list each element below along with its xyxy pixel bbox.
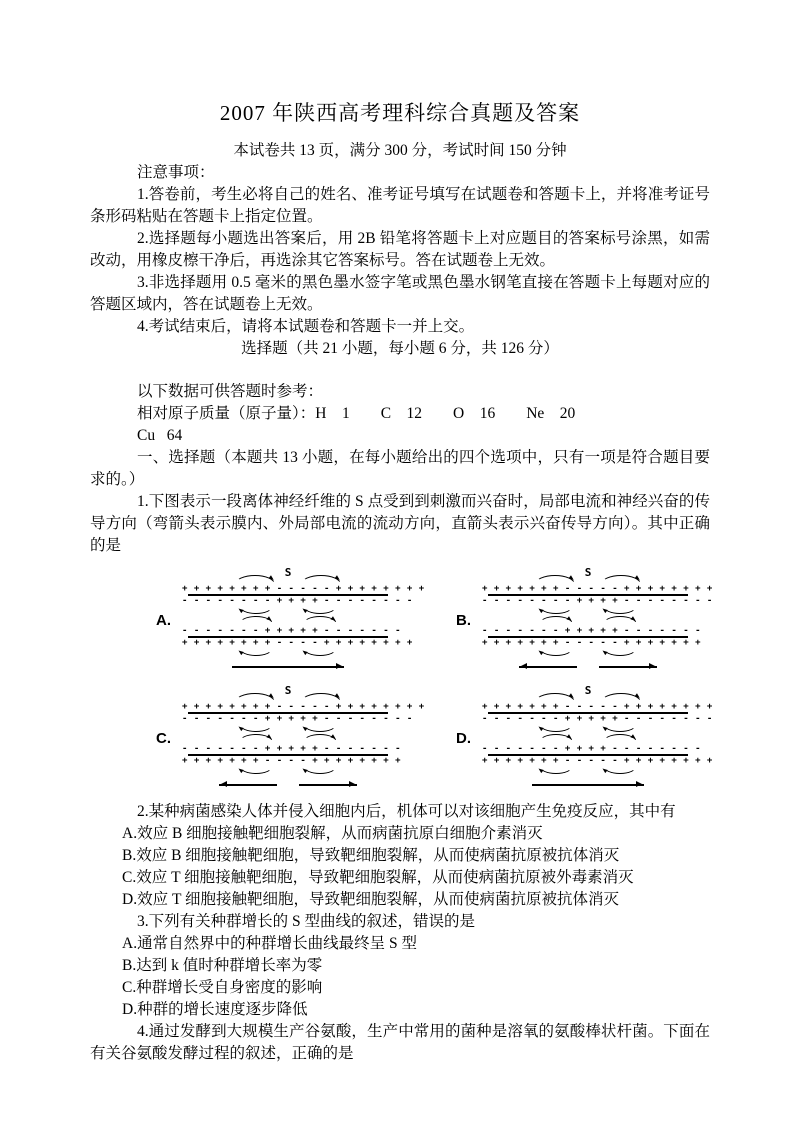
right-conduction-arrow-icon bbox=[599, 666, 657, 668]
outer-current-arcs bbox=[482, 766, 694, 776]
stimulus-point-row bbox=[482, 684, 694, 702]
local-current-arc-icon bbox=[239, 606, 273, 614]
exam-subtitle: 本试卷共 13 页，满分 300 分，考试时间 150 分钟 bbox=[233, 142, 567, 160]
local-current-arc-icon bbox=[535, 693, 575, 702]
left-conduction-arrow-icon bbox=[519, 666, 577, 668]
local-current-arc-icon bbox=[539, 616, 573, 624]
local-current-arc-icon bbox=[239, 734, 273, 742]
local-current-arc-icon bbox=[539, 766, 573, 774]
option-label: C. bbox=[156, 730, 171, 748]
charge-row-outer-top: + + + + + + + - - - - - + + + + + + + + bbox=[482, 702, 713, 713]
local-current-arc-icon bbox=[303, 734, 337, 742]
option-label: B. bbox=[456, 612, 471, 630]
left-conduction-arrow-icon bbox=[219, 784, 277, 786]
question-2-stem: 2.某种病菌感染人体并侵入细胞内后，机体可以对该细胞产生免疫反应，其中有 bbox=[137, 803, 676, 821]
charge-row-outer-top: + + + + + + + - - - - - + + + + + + + + bbox=[482, 584, 713, 595]
stimulus-point-row bbox=[482, 566, 694, 584]
charge-row-inner-bottom: - - - - - - - + + + + + - - - - - - - bbox=[482, 626, 701, 637]
local-current-arc-icon bbox=[603, 724, 637, 732]
outer-current-arcs bbox=[182, 766, 394, 776]
q2-option-a: A.效应 B 细胞接触靶细胞裂解，从而病菌抗原白细胞介素消灭 bbox=[122, 825, 543, 843]
notice-item-3: 3.非选择题用 0.5 毫米的黑色墨水签字笔或黑色墨水钢笔直接在答题卡上每题对应的答题区域内，答在试题卷上无效。 bbox=[90, 274, 710, 314]
section-header: 选择题（共 21 小题，每小题 6 分，共 126 分） bbox=[241, 340, 559, 358]
charge-row-outer-top: + + + + + + + + - - - - - + + + + + + + + bbox=[182, 584, 425, 595]
nerve-fiber-diagram bbox=[456, 566, 736, 673]
nerve-fiber-figure bbox=[482, 684, 713, 791]
charge-row-outer-top: + + + + + + + + - - - - - + + + + + + + + bbox=[182, 702, 425, 713]
stimulus-point-label: S bbox=[284, 566, 292, 580]
local-current-arc-icon bbox=[603, 616, 637, 624]
inner-current-arcs bbox=[482, 616, 694, 626]
charge-row-inner-bottom: - - - - - - - + + + + - - - - - - - - bbox=[482, 744, 701, 755]
reference-note: 以下数据可供答题时参考： bbox=[137, 383, 324, 401]
local-current-arc-icon bbox=[303, 766, 337, 774]
local-current-arc-icon bbox=[239, 648, 273, 656]
q3-option-a: A.通常自然界中的种群增长曲线最终呈 S 型 bbox=[122, 935, 417, 953]
inner-current-arcs bbox=[182, 724, 394, 734]
outer-current-arcs bbox=[482, 648, 694, 658]
charge-row-inner-top: - - - - - - - - + + + + - - - - - - - - bbox=[182, 596, 413, 607]
local-current-arc-icon bbox=[603, 648, 637, 656]
question-3-stem: 3.下列有关种群增长的 S 型曲线的叙述，错误的是 bbox=[137, 913, 475, 931]
local-current-arc-icon bbox=[303, 606, 337, 614]
part1-header: 一、选择题（本题共 13 小题，在每小题给出的四个选项中，只有一项是符合题目要求的。） bbox=[90, 449, 710, 489]
q3-option-c: C.种群增长受自身密度的影响 bbox=[122, 979, 323, 997]
question-4-stem: 4.通过发酵到大规模生产谷氨酸，生产中常用的菌种是溶氧的氨酸棒状杆菌。下面在有关谷氨酸发酵过程的叙述，正确的是 bbox=[90, 1023, 710, 1063]
right-conduction-arrow-icon bbox=[532, 784, 644, 786]
right-conduction-arrow-icon bbox=[299, 784, 357, 786]
atomic-masses-line-1: 相对原子质量（原子量）：H 1 C 12 O 16 Ne 20 bbox=[137, 405, 576, 423]
local-current-arc-icon bbox=[239, 616, 273, 624]
stimulus-point-row bbox=[182, 684, 394, 702]
local-current-arc-icon bbox=[301, 693, 341, 702]
local-current-arc-icon bbox=[603, 606, 637, 614]
question-1-stem: 1.下图表示一段离体神经纤维的 S 点受到到刺激而兴奋时，局部电流和神经兴奋的传导方向（弯箭头表示膜内、外局部电流的流动方向，直箭头表示兴奋传导方向）。其中正确的是 bbox=[90, 493, 710, 555]
option-label: D. bbox=[456, 730, 471, 748]
local-current-arc-icon bbox=[239, 766, 273, 774]
local-current-arc-icon bbox=[303, 616, 337, 624]
stimulus-point-label: S bbox=[284, 684, 292, 698]
inner-current-arcs bbox=[182, 616, 394, 626]
notice-item-1: 1.答卷前，考生必将自己的姓名、准考证号填写在试题卷和答题卡上，并将准考证号条形码粘贴在答题卡上指定位置。 bbox=[90, 186, 710, 226]
local-current-arc-icon bbox=[539, 606, 573, 614]
charge-row-outer-bottom: + + + + + + + - - - - + + + + + + + + bbox=[182, 756, 401, 767]
charge-row-outer-bottom: + + + + + + + - - - - - + + + + + + + bbox=[482, 638, 701, 649]
notice-heading: 注意事项： bbox=[137, 164, 215, 182]
charge-row-inner-top: - - - - - - - - + + + + - - - - - - - - bbox=[482, 596, 713, 607]
stimulus-point-label: S bbox=[584, 566, 592, 580]
local-current-arc-icon bbox=[303, 648, 337, 656]
nerve-fiber-diagram bbox=[156, 684, 436, 791]
local-current-arc-icon bbox=[603, 766, 637, 774]
atomic-masses-line-2: Cu 64 bbox=[137, 427, 183, 445]
conduction-direction-arrows bbox=[182, 661, 394, 673]
conduction-direction-arrows bbox=[482, 661, 694, 673]
local-current-arc-icon bbox=[539, 724, 573, 732]
inner-current-arcs bbox=[482, 734, 694, 744]
charge-row-outer-bottom: + + + + + + + - - - - - + + + + + + + + bbox=[482, 756, 713, 767]
local-current-arc-icon bbox=[301, 575, 341, 584]
q3-option-b: B.达到 k 值时种群增长率为零 bbox=[122, 957, 323, 975]
conduction-direction-arrows bbox=[482, 779, 694, 791]
notice-item-4: 4.考试结束后，请将本试题卷和答题卡一并上交。 bbox=[137, 318, 475, 336]
page-title: 2007 年陕西高考理科综合真题及答案 bbox=[219, 101, 581, 125]
nerve-fiber-figure bbox=[182, 684, 425, 791]
notice-item-2: 2.选择题每小题选出答案后，用 2B 铅笔将答题卡上对应题目的答案标号涂黑，如需改动，用橡皮檫干净后，再选涂其它答案标号。答在试题卷上无效。 bbox=[90, 230, 710, 270]
nerve-fiber-figure bbox=[182, 566, 425, 673]
charge-row-inner-top: - - - - - - - + + + + + - - - - - - - - bbox=[482, 714, 713, 725]
local-current-arc-icon bbox=[235, 575, 275, 584]
charge-row-inner-bottom: - - - - - - - + + + + + - - - - - - - bbox=[182, 744, 401, 755]
stimulus-point-row bbox=[182, 566, 394, 584]
stimulus-point-label: S bbox=[584, 684, 592, 698]
local-current-arc-icon bbox=[239, 724, 273, 732]
local-current-arc-icon bbox=[535, 575, 575, 584]
q2-option-b: B.效应 B 细胞接触靶细胞，导致靶细胞裂解，从而使病菌抗原被抗体消灭 bbox=[122, 847, 620, 865]
local-current-arc-icon bbox=[539, 648, 573, 656]
inner-current-arcs bbox=[182, 734, 394, 744]
local-current-arc-icon bbox=[539, 734, 573, 742]
inner-current-arcs bbox=[182, 606, 394, 616]
local-current-arc-icon bbox=[603, 734, 637, 742]
outer-current-arcs bbox=[182, 648, 394, 658]
charge-row-inner-bottom: - - - - - - - + + + + + - - - - - - - bbox=[182, 626, 401, 637]
inner-current-arcs bbox=[482, 606, 694, 616]
q1-diagram-grid bbox=[156, 566, 713, 791]
option-label: A. bbox=[156, 612, 171, 630]
local-current-arc-icon bbox=[601, 693, 641, 702]
right-conduction-arrow-icon bbox=[232, 666, 344, 668]
nerve-fiber-diagram bbox=[456, 684, 736, 791]
local-current-arc-icon bbox=[235, 693, 275, 702]
conduction-direction-arrows bbox=[182, 779, 394, 791]
nerve-fiber-diagram bbox=[156, 566, 436, 673]
inner-current-arcs bbox=[482, 724, 694, 734]
charge-row-inner-top: - - - - - - - + + + + + - - - - - - - - bbox=[182, 714, 413, 725]
charge-row-outer-bottom: + + + + + + + + - - - - + + + + + + + + bbox=[182, 638, 413, 649]
q2-option-d: D.效应 T 细胞接触靶细胞，导致靶细胞裂解，从而使病菌抗原被抗体消灭 bbox=[122, 891, 620, 909]
local-current-arc-icon bbox=[601, 575, 641, 584]
q3-option-d: D.种群的增长速度逐步降低 bbox=[122, 1001, 308, 1019]
q2-option-c: C.效应 T 细胞接触靶细胞，导致靶细胞裂解，从而使病菌抗原被外毒素消灭 bbox=[122, 869, 634, 887]
nerve-fiber-figure bbox=[482, 566, 713, 673]
local-current-arc-icon bbox=[303, 724, 337, 732]
